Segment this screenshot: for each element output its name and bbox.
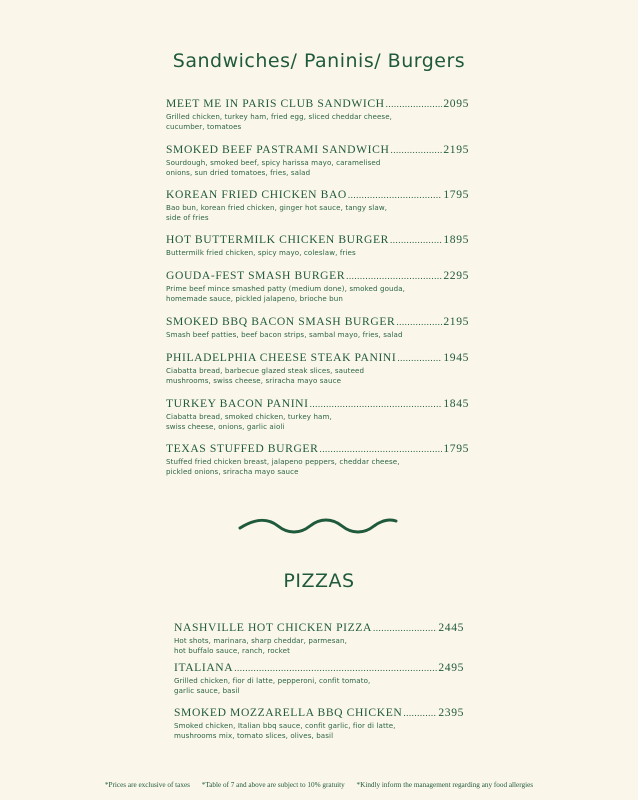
dot-leader bbox=[346, 271, 442, 281]
menu-item-header bbox=[166, 233, 469, 246]
menu-item-description: Ciabatta bread, smoked chicken, turkey ham, swiss cheese, onions, garlic aioli bbox=[166, 412, 332, 431]
menu-item-description: Grilled chicken, fior di latte, pepperoni, confit tomato, garlic sauce, basil bbox=[174, 676, 371, 695]
menu-item-price: 1795 bbox=[443, 188, 469, 201]
menu-item bbox=[166, 269, 469, 303]
menu-item-name: TURKEY BACON PANINI bbox=[166, 397, 309, 410]
footer-note-allergies: *Kindly inform the management regarding any food allergies bbox=[356, 781, 534, 789]
dot-leader bbox=[234, 663, 437, 673]
menu-item-header bbox=[166, 143, 469, 156]
menu-item-description: Hot shots, marinara, sharp cheddar, parmesan, hot buffalo sauce, ranch, rocket bbox=[174, 636, 347, 655]
menu-item bbox=[166, 143, 469, 177]
menu-item bbox=[166, 188, 469, 222]
menu-item-header bbox=[166, 442, 469, 455]
menu-item-header bbox=[166, 397, 469, 410]
menu-item-price: 1945 bbox=[443, 351, 469, 364]
menu-item bbox=[166, 351, 469, 385]
menu-item-name: SMOKED MOZZARELLA BBQ CHICKEN bbox=[174, 706, 403, 719]
menu-item-price: 1795 bbox=[443, 442, 469, 455]
footer-note-gratuity: *Table of 7 and above are subject to 10% gratuity bbox=[201, 781, 345, 789]
menu-item-name: ITALIANA bbox=[174, 661, 234, 674]
dot-leader bbox=[396, 317, 442, 327]
menu-item-header bbox=[166, 97, 469, 110]
section-title-pizzas: PIZZAS bbox=[283, 570, 355, 592]
menu-item-description: Stuffed fried chicken breast, jalapeno peppers, cheddar cheese, pickled onions, sriracha mayo sauce bbox=[166, 457, 400, 476]
menu-item bbox=[174, 661, 464, 695]
menu-item bbox=[166, 397, 469, 431]
menu-item-header bbox=[166, 188, 469, 201]
menu-item-description: Smoked chicken, Italian bbq sauce, confit garlic, fior di latte, mushrooms mix, tomato slices, olives, basil bbox=[174, 721, 396, 740]
menu-item-price: 1895 bbox=[443, 233, 469, 246]
menu-item-name: GOUDA-FEST SMASH BURGER bbox=[166, 269, 346, 282]
dot-leader bbox=[373, 623, 437, 633]
menu-item-description: Buttermilk fried chicken, spicy mayo, coleslaw, fries bbox=[166, 248, 356, 257]
menu-item-name: NASHVILLE HOT CHICKEN PIZZA bbox=[174, 621, 372, 634]
dot-leader bbox=[386, 99, 443, 109]
menu-item-price: 2395 bbox=[438, 706, 464, 719]
dot-leader bbox=[390, 235, 442, 245]
menu-item-description: Prime beef mince smashed patty (medium done), smoked gouda, homemade sauce, pickled jalapeno, brioche bun bbox=[166, 284, 406, 303]
menu-item bbox=[174, 706, 464, 740]
menu-item-price: 2195 bbox=[443, 143, 469, 156]
menu-item bbox=[174, 621, 464, 655]
menu-item-name: MEET ME IN PARIS CLUB SANDWICH bbox=[166, 97, 385, 110]
dot-leader bbox=[319, 444, 442, 454]
menu-item-name: TEXAS STUFFED BURGER bbox=[166, 442, 319, 455]
dot-leader bbox=[348, 190, 443, 200]
menu-item-header bbox=[166, 269, 469, 282]
dot-leader bbox=[390, 145, 442, 155]
menu-item-header bbox=[174, 661, 464, 674]
menu-item-description: Bao bun, korean fried chicken, ginger hot sauce, tangy slaw, side of fries bbox=[166, 203, 388, 222]
menu-item-header bbox=[166, 315, 469, 328]
menu-item-header bbox=[166, 351, 469, 364]
dot-leader bbox=[397, 353, 442, 363]
footer-note-taxes: *Prices are exclusive of taxes bbox=[104, 781, 190, 789]
dot-leader bbox=[403, 708, 437, 718]
section-title-sandwiches: Sandwiches/ Paninis/ Burgers bbox=[172, 50, 466, 72]
menu-item-name: HOT BUTTERMILK CHICKEN BURGER bbox=[166, 233, 389, 246]
wave-divider-icon bbox=[238, 510, 398, 540]
menu-item-price: 2195 bbox=[443, 315, 469, 328]
menu-item-price: 2095 bbox=[443, 97, 469, 110]
menu-item-description: Smash beef patties, beef bacon strips, sambal mayo, fries, salad bbox=[166, 330, 403, 339]
menu-item bbox=[166, 442, 469, 476]
menu-item-price: 2295 bbox=[443, 269, 469, 282]
menu-item-name: PHILADELPHIA CHEESE STEAK PANINI bbox=[166, 351, 397, 364]
menu-item-name: KOREAN FRIED CHICKEN BAO bbox=[166, 188, 347, 201]
menu-item-description: Grilled chicken, turkey ham, fried egg, sliced cheddar cheese, cucumber, tomatoes bbox=[166, 112, 393, 131]
menu-item-price: 1845 bbox=[443, 397, 469, 410]
menu-item bbox=[166, 233, 469, 258]
menu-item-header bbox=[174, 621, 464, 634]
menu-item-description: Sourdough, smoked beef, spicy harissa mayo, caramelised onions, sun dried tomatoes, fries, salad bbox=[166, 158, 381, 177]
menu-item-description: Ciabatta bread, barbecue glazed steak slices, sauteed mushrooms, swiss cheese, sriracha mayo sauce bbox=[166, 366, 365, 385]
menu-item-header bbox=[174, 706, 464, 719]
menu-item-name: SMOKED BBQ BACON SMASH BURGER bbox=[166, 315, 396, 328]
menu-item bbox=[166, 97, 469, 131]
dot-leader bbox=[310, 399, 443, 409]
menu-item-price: 2445 bbox=[438, 621, 464, 634]
menu-item-price: 2495 bbox=[438, 661, 464, 674]
footer-notes bbox=[0, 781, 638, 789]
menu-item bbox=[166, 315, 469, 340]
menu-item-name: SMOKED BEEF PASTRAMI SANDWICH bbox=[166, 143, 390, 156]
